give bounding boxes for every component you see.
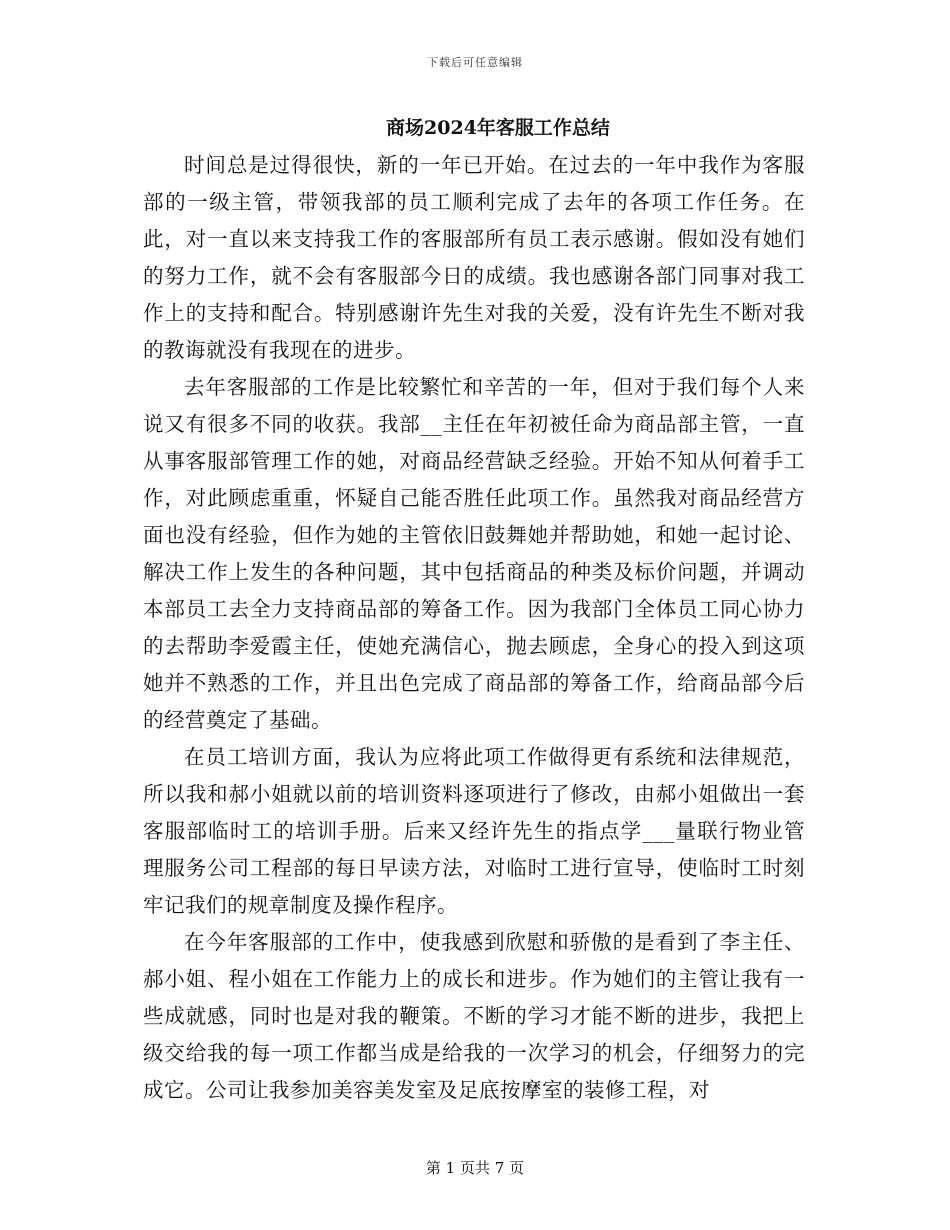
paragraph-4: 在今年客服部的工作中，使我感到欣慰和骄傲的是看到了李主任、郝小姐、程小姐在工作能力上的成长和进步。作为她们的主管让我有一些成就感，同时也是对我的鞭策。不断的学习才能不断的进步，我把上级交给我的每一项工作都当成是给我的一次学习的机会，仔细努力的完成它。公司让我参加美容美发室及足底按摩室的装修工程，对 bbox=[143, 930, 805, 1102]
document-title: 商场2024年客服工作总结 bbox=[386, 117, 610, 139]
paragraph-3: 在员工培训方面，我认为应将此项工作做得更有系统和法律规范，所以我和郝小姐就以前的培训资料逐项进行了修改，由郝小姐做出一套客服部临时工的培训手册。后来又经许先生的指点学___量联行物业管理服务公司工程部的每日早读方法，对临时工进行宣导，使临时工时刻牢记我们的规章制度及操作程序。 bbox=[143, 745, 805, 917]
paragraph-2: 去年客服部的工作是比较繁忙和辛苦的一年，但对于我们每个人来说又有很多不同的收获。我部__主任在年初被任命为商品部主管，一直从事客服部管理工作的她，对商品经营缺乏经验。开始不知从何着手工作，对此顾虑重重，怀疑自己能否胜任此项工作。虽然我对商品经营方面也没有经验，但作为她的主管依旧鼓舞她并帮助她，和她一起讨论、解决工作上发生的各种问题，其中包括商品的种类及标价问题，并调动本部员工去全力支持商品部的筹备工作。因为我部门全体员工同心协力的去帮助李爱霞主任，使她充满信心，抛去顾虑，全身心的投入到这项她并不熟悉的工作，并且出色完成了商品部的筹备工作，给商品部今后的经营奠定了基础。 bbox=[143, 375, 805, 732]
page-footer: 第 1 页共 7 页 bbox=[425, 1159, 525, 1177]
document-body bbox=[143, 147, 805, 1109]
paragraph-1: 时间总是过得很快，新的一年已开始。在过去的一年中我作为客服部的一级主管，带领我部的员工顺利完成了去年的各项工作任务。在此，对一直以来支持我工作的客服部所有员工表示感谢。假如没有她们的努力工作，就不会有客服部今日的成绩。我也感谢各部门同事对我工作上的支持和配合。特别感谢许先生对我的关爱，没有许先生不断对我的教诲就没有我现在的进步。 bbox=[143, 153, 805, 362]
header-note: 下载后可任意编辑 bbox=[427, 56, 523, 69]
